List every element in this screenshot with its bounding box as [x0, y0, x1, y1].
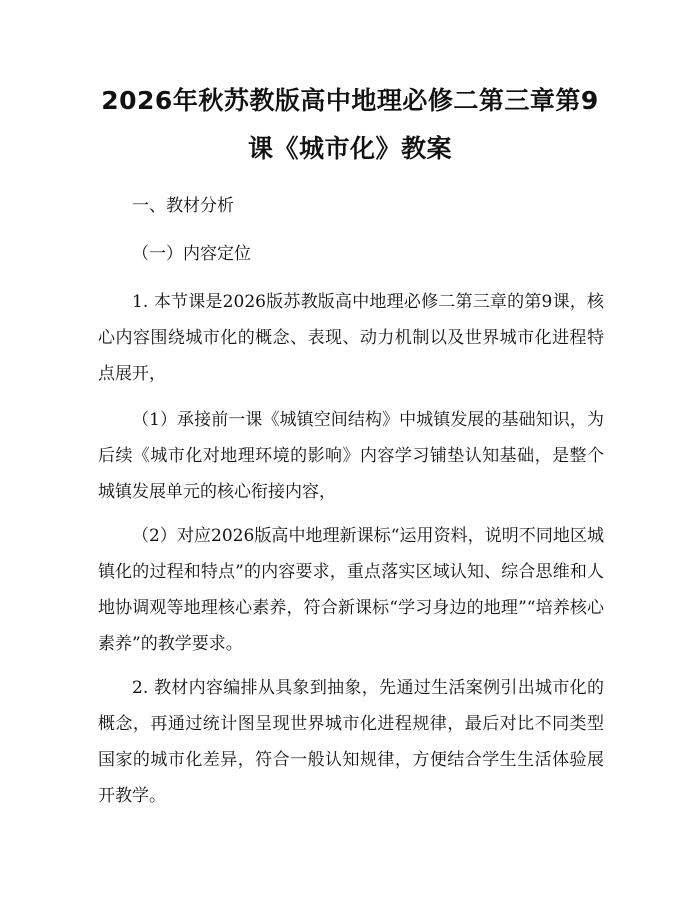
section-heading: 一、教材分析: [132, 196, 234, 216]
document-title-line-1: 2026年秋苏教版高中地理必修二第三章第9: [101, 86, 599, 115]
paragraph-3: （2）对应2026版高中地理新课标“运用资料，说明不同地区城镇化的过程和特点”的内容要求，重点落实区域认知、综合思维和人地协调观等地理核心素养，符合新课标“学习身边的地理”“培养核心素养”的教学要求。: [98, 526, 604, 654]
paragraph-1: 1. 本节课是2026版苏教版高中地理必修二第三章的第9课，核心内容围绕城市化的概念、表现、动力机制以及世界城市化进程特点展开，: [98, 292, 604, 384]
document-title-line-2: 课《城市化》教案: [247, 134, 452, 163]
paragraph-4: 2. 教材内容编排从具象到抽象，先通过生活案例引出城市化的概念，再通过统计图呈现世界城市化进程规律，最后对比不同类型国家的城市化差异，符合一般认知规律，方便结合学生生活体验展开教学。: [98, 678, 604, 806]
paragraph-2: （1）承接前一课《城镇空间结构》中城镇发展的基础知识，为后续《城市化对地理环境的影响》内容学习铺垫认知基础，是整个城镇发展单元的核心衔接内容，: [98, 410, 604, 502]
subsection-heading: （一）内容定位: [132, 244, 251, 264]
